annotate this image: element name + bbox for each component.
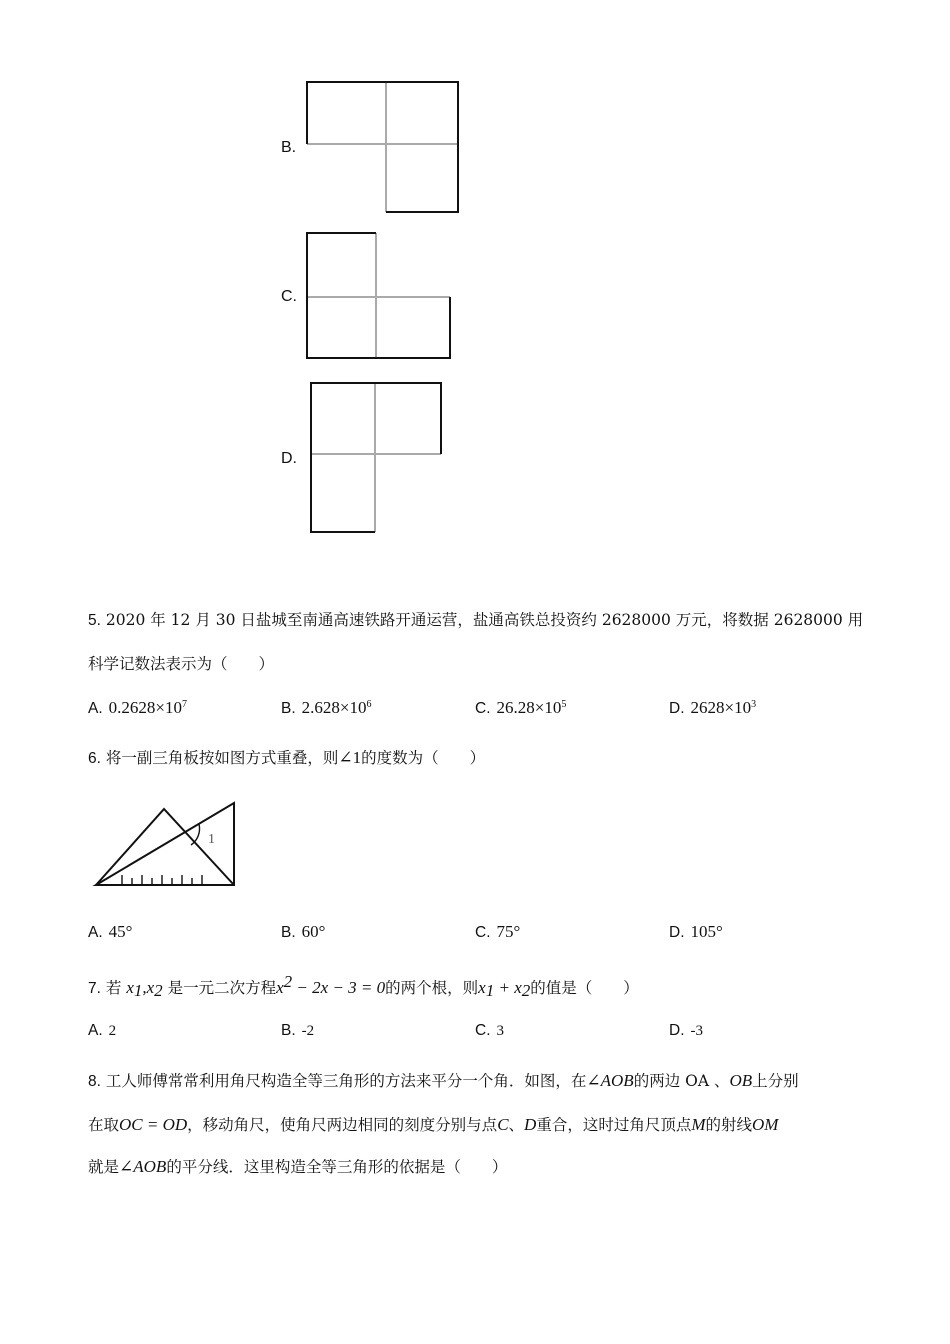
q5-option-a-exp: 7: [182, 699, 187, 710]
q7-text-mid2: 的两个根，则: [385, 979, 479, 997]
q7-option-a-value: 2: [108, 1023, 117, 1039]
q6-triangle-figure: [88, 795, 248, 895]
q6-text-pre: 将一副三角板按如图方式重叠，则: [105, 749, 339, 767]
q7-option-d-value: -3: [690, 1023, 703, 1039]
q7-option-c[interactable]: [475, 1022, 504, 1040]
q6-option-c[interactable]: [475, 922, 520, 942]
q7-sum: $x_1 + x_2$: [478, 978, 531, 1000]
q7-option-a[interactable]: [88, 1022, 116, 1040]
q6-option-b-label: B.: [281, 924, 296, 941]
q7-text-post: 的值是（ ）: [530, 979, 639, 997]
q7-line: [88, 972, 639, 1001]
q5-text-line1: 2020 年 12 月 30 日盐城至南通高速铁路开通运营，盐通高铁总投资约 2628000 万元，将数据 2628000 用: [105, 611, 864, 629]
q8-line2-mid2: 重合，这时过角尺顶点: [536, 1116, 692, 1134]
q6-angle: ∠1: [338, 748, 362, 767]
q8-line2-mid3: 的射线: [705, 1116, 753, 1134]
q5-option-b-exp: 6: [366, 699, 372, 710]
option-d-label: D.: [281, 450, 297, 467]
q8-ray-om: OM: [752, 1115, 779, 1134]
q5-line1: [88, 610, 863, 631]
q5-option-a-label: A.: [88, 700, 103, 717]
q8-line1-pre: 工人师傅常常利用角尺构造全等三角形的方法来平分一个角．如图，在: [105, 1072, 587, 1090]
q6-number: 6.: [88, 750, 101, 767]
q7-option-b[interactable]: [281, 1022, 314, 1040]
q5-option-b-label: B.: [281, 700, 296, 717]
q8-point-m: M: [691, 1115, 706, 1134]
q8-angle-aob-2: ∠AOB: [119, 1157, 167, 1176]
q7-equation: $x^2 - 2x - 3 = 0$: [276, 972, 386, 997]
q8-line2: [88, 1115, 778, 1135]
q5-option-b[interactable]: [281, 698, 372, 718]
q8-oc-od: OC = OD: [119, 1115, 188, 1134]
q8-line2-mid: ，移动角尺，使角尺两边相同的刻度分别与点: [187, 1116, 498, 1134]
q6-option-d[interactable]: [669, 922, 723, 942]
net-figure-c: [300, 226, 460, 366]
option-c-label: C.: [281, 288, 297, 305]
q5-option-b-mantissa: 2.628×10: [301, 698, 367, 717]
q6-option-c-value: 75°: [496, 922, 521, 941]
q6-option-c-label: C.: [475, 924, 491, 941]
q7-roots: $x_1,x_2$: [126, 978, 163, 1000]
q8-ob: OB: [729, 1071, 753, 1090]
q5-option-d-label: D.: [669, 700, 685, 717]
q8-angle-aob: ∠AOB: [586, 1071, 634, 1090]
q5-option-c[interactable]: [475, 698, 566, 718]
net-figure-d: [300, 376, 450, 540]
q8-line1: [88, 1071, 799, 1092]
q8-line2-pre: 在取: [88, 1116, 120, 1134]
q7-option-d-label: D.: [669, 1022, 685, 1039]
q6-option-a-value: 45°: [108, 922, 133, 941]
q7-option-c-label: C.: [475, 1022, 491, 1039]
q5-option-c-mantissa: 26.28×10: [496, 698, 562, 717]
q7-text-mid: 是一元二次方程: [167, 979, 277, 997]
q6-option-d-value: 105°: [690, 922, 723, 941]
q5-option-d[interactable]: [669, 698, 756, 718]
q8-line3-post: 的平分线．这里构造全等三角形的依据是（ ）: [166, 1158, 508, 1176]
q8-number: 8.: [88, 1073, 101, 1090]
q5-text-line2: 科学记数法表示为（ ）: [88, 655, 275, 673]
q8-point-c: C: [497, 1115, 509, 1134]
q8-point-d: D: [524, 1115, 537, 1134]
q5-option-a-mantissa: 0.2628×10: [108, 698, 182, 717]
q6-figure-label: 1: [208, 832, 215, 847]
q7-option-d[interactable]: [669, 1022, 703, 1040]
q5-option-c-label: C.: [475, 700, 491, 717]
option-b-label: B.: [281, 139, 297, 156]
q7-option-c-value: 3: [496, 1023, 504, 1039]
q7-number: 7.: [88, 980, 101, 997]
q6-option-d-label: D.: [669, 924, 685, 941]
q8-line1-mid: 的两边 OA 、: [633, 1072, 730, 1090]
q7-option-b-label: B.: [281, 1022, 296, 1039]
q8-sep: 、: [508, 1116, 525, 1134]
q6-option-b-value: 60°: [301, 922, 326, 941]
q6-text-post: 的度数为（ ）: [361, 749, 486, 767]
q6-option-a-label: A.: [88, 924, 103, 941]
q6-option-b[interactable]: [281, 922, 325, 942]
q7-text-pre: 若: [105, 979, 122, 997]
net-figure-b: [300, 75, 470, 220]
q7-option-b-value: -2: [301, 1023, 315, 1039]
q6-line: [88, 748, 485, 769]
q5-option-c-exp: 5: [561, 699, 567, 710]
q5-number: 5.: [88, 612, 101, 629]
q5-option-d-exp: 3: [751, 699, 757, 710]
q5-option-a[interactable]: [88, 698, 187, 718]
q8-line3: [88, 1157, 507, 1177]
q7-option-a-label: A.: [88, 1022, 103, 1039]
q8-line3-pre: 就是: [88, 1158, 120, 1176]
q5-option-d-mantissa: 2628×10: [690, 698, 752, 717]
q6-option-a[interactable]: [88, 922, 132, 942]
q8-line1-post: 上分别: [752, 1072, 799, 1090]
